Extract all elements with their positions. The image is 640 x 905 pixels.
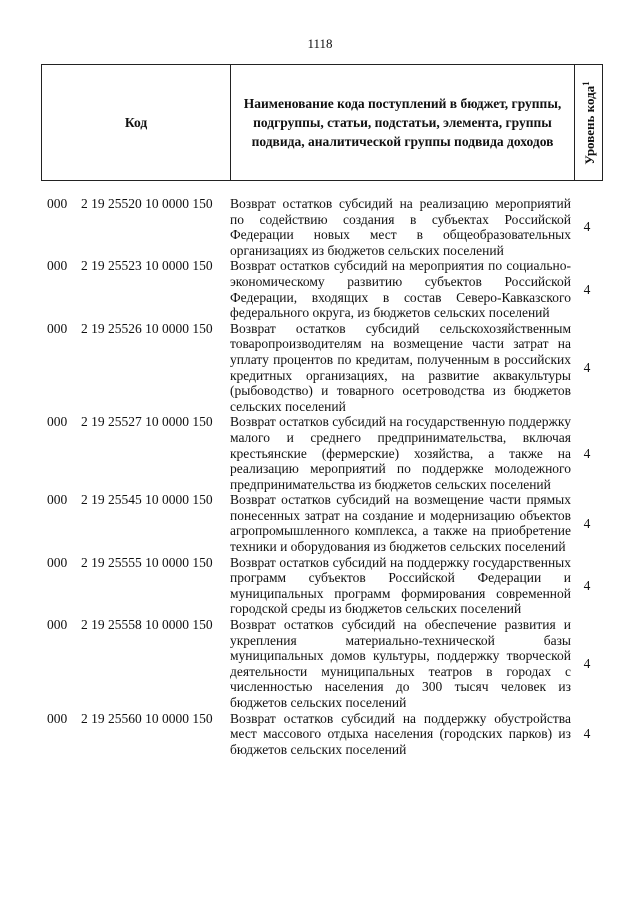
table-row [41,414,603,492]
admin-code: 000 [47,196,68,211]
income-code: 2 19 25526 10 0000 150 [81,320,213,336]
table-row [41,321,603,415]
table-header [41,64,603,181]
income-name: Возврат остатков субсидий на поддержку государственных программ субъектов Российской Федерации и муниципальных программ формирования современной городской среды из бюджетов сельских поселений [230,554,571,617]
table-row [41,711,603,758]
admin-code: 000 [47,710,68,726]
code-level: 4 [583,445,591,461]
income-name: Возврат остатков субсидий на государственную поддержку малого и среднего предпринимательства, включая крестьянские (фермерские) хозяйства, а также на реализацию мероприятий по поддержке молодежного предпринимательства из бюджетов сельских поселений [230,414,571,492]
admin-code: 000 [47,554,68,570]
income-name: Возврат остатков субсидий сельскохозяйственным товаропроизводителям на возмещение части затрат на уплату процентов по кредитам, полученным в российских кредитных организациях, на развитие аквакультуры (рыбоводство) и товарного осетроводства из бюджетов сельских поселений [230,320,571,414]
header-level-label [577,81,599,164]
header-name: Наименование кода поступлений в бюджет, группы, подгруппы, статьи, подстатьи, элемента, группы подвида, аналитической группы подвида доходов [231,65,575,180]
footnote-marker: 1 [580,80,591,86]
table-row [41,492,603,554]
income-code: 2 19 25560 10 0000 150 [81,710,213,726]
admin-code: 000 [47,414,68,430]
header-code: Код [42,65,231,180]
code-level: 4 [583,656,591,672]
table-row [41,196,603,258]
income-code: 2 19 25520 10 0000 150 [81,196,213,211]
admin-code: 000 [47,617,68,633]
table-row [41,617,603,711]
income-name: Возврат остатков субсидий на возмещение части прямых понесенных затрат на создание и модернизацию объектов агропромышленного комплекса, а также на приобретение техники и оборудования из бюджетов сельских поселений [230,492,571,555]
income-name: Возврат остатков субсидий на реализацию мероприятий по содействию создания в субъектах Российской Федерации новых мест в общеобразовательных организациях из бюджетов сельских поселений [230,196,571,258]
income-code: 2 19 25523 10 0000 150 [81,258,213,274]
table-row [41,555,603,617]
income-name: Возврат остатков субсидий на поддержку обустройства мест массового отдыха населения (городских парков) из бюджетов сельских поселений [230,710,571,757]
code-level: 4 [583,726,591,742]
header-level-text: Уровень кода [582,85,598,165]
income-code: 2 19 25555 10 0000 150 [81,554,213,570]
income-code: 2 19 25545 10 0000 150 [81,492,213,508]
code-level: 4 [583,219,591,235]
page-number: 1118 [307,36,333,51]
code-level: 4 [583,578,591,594]
code-level: 4 [583,281,591,297]
code-level: 4 [583,515,591,531]
table-body [41,196,603,757]
income-code: 2 19 25558 10 0000 150 [81,617,213,633]
admin-code: 000 [47,492,68,508]
income-name: Возврат остатков субсидий на обеспечение развития и укрепления материально-технической базы муниципальных домов культуры, поддержку творческой деятельности муниципальных театров в городах с численностью населения до 300 тысяч человек из бюджетов сельских поселений [230,617,571,710]
header-level [575,65,601,180]
income-code: 2 19 25527 10 0000 150 [81,414,213,430]
code-level: 4 [583,359,591,375]
table-row [41,258,603,320]
income-name: Возврат остатков субсидий на мероприятия по социально-экономическому развитию субъектов Российской Федерации, входящих в состав Северо-Кавказского федерального округа, из бюджетов сельских поселений [230,258,571,321]
admin-code: 000 [47,258,68,274]
admin-code: 000 [47,320,68,336]
